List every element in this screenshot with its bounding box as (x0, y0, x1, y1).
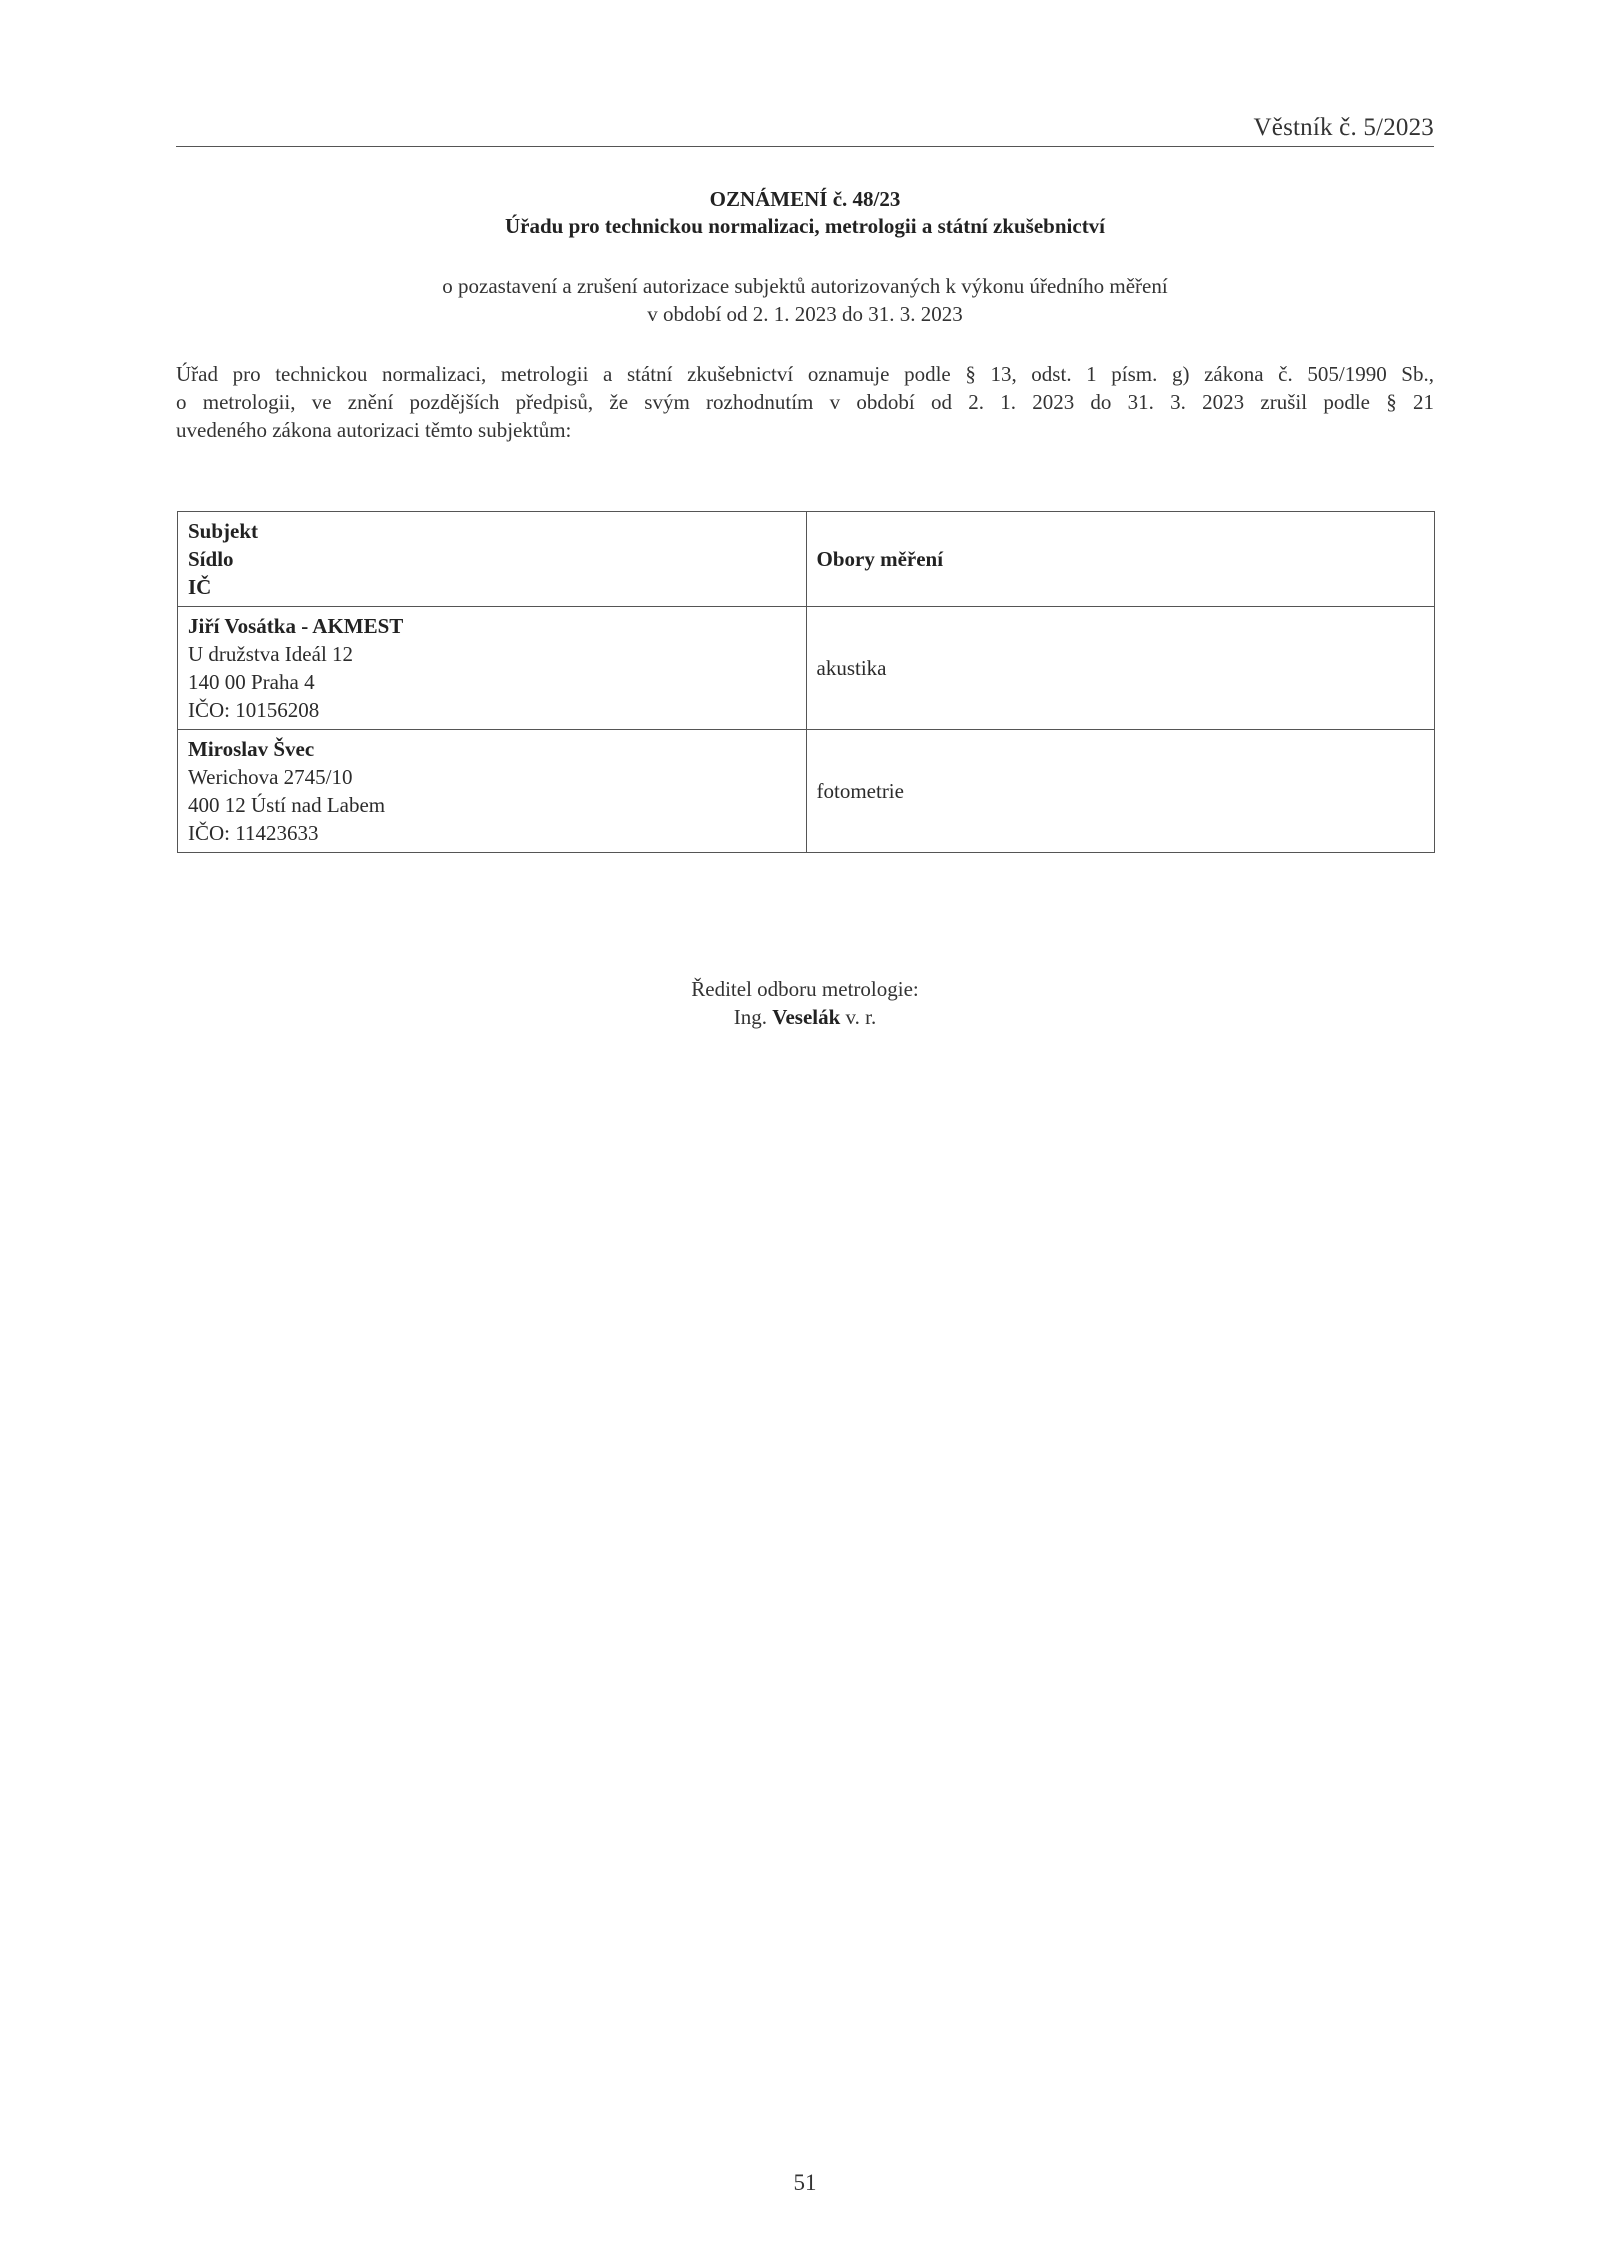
measurement-field: akustika (816, 656, 887, 680)
subject-name: Jiří Vosátka - AKMEST (188, 614, 404, 638)
header-label-seat: Sídlo (188, 547, 234, 571)
journal-header: Věstník č. 5/2023 (1253, 114, 1434, 141)
subjects-table (177, 511, 1435, 853)
signature-title: Ing. (733, 1005, 767, 1029)
table-row (178, 607, 1435, 730)
header-cell-fields (806, 512, 1435, 607)
header-cell-subject (178, 512, 807, 607)
field-cell (806, 607, 1435, 730)
signature-name (176, 1005, 1434, 1030)
subject-ico: IČO: 11423633 (188, 821, 319, 845)
subject-cell (178, 730, 807, 853)
intro-line: uvedeného zákona autorizaci těmto subjektům: (176, 418, 572, 442)
header-divider (176, 146, 1434, 147)
announcement-period: v období od 2. 1. 2023 do 31. 3. 2023 (647, 302, 963, 326)
intro-line: o metrologii, ve znění pozdějších předpisů, že svým rozhodnutím v období od 2. 1. 2023 do 31. 3. 2023 zrušil podle § 21 (176, 390, 1434, 414)
page-number: 51 (793, 2170, 817, 2195)
intro-line: Úřad pro technickou normalizaci, metrologii a státní zkušebnictví oznamuje podle § 13, odst. 1 písm. g) zákona č. 505/1990 Sb., (176, 362, 1434, 386)
subject-city: 400 12 Ústí nad Labem (188, 793, 386, 817)
header-label-ic: IČ (188, 575, 212, 599)
subject-cell (178, 607, 807, 730)
signature-role: Ředitel odboru metrologie: (691, 977, 919, 1001)
subject-ico: IČO: 10156208 (188, 698, 320, 722)
subject-street: U družstva Ideál 12 (188, 642, 354, 666)
table-header-row (178, 512, 1435, 607)
announcement-subject: o pozastavení a zrušení autorizace subjektů autorizovaných k výkonu úředního měření (442, 274, 1168, 298)
signature-suffix: v. r. (845, 1005, 877, 1029)
announcement-issuer: Úřadu pro technickou normalizaci, metrologii a státní zkušebnictví (504, 214, 1106, 238)
measurement-field: fotometrie (816, 779, 904, 803)
table-row (178, 730, 1435, 853)
intro-paragraph (176, 360, 1434, 444)
field-cell (806, 730, 1435, 853)
header-label-fields: Obory měření (816, 547, 944, 571)
signature-surname: Veselák (772, 1005, 841, 1029)
header-label-subject: Subjekt (188, 519, 259, 543)
announcement-number: OZNÁMENÍ č. 48/23 (709, 187, 901, 211)
subject-name: Miroslav Švec (188, 737, 315, 761)
subject-city: 140 00 Praha 4 (188, 670, 315, 694)
subject-street: Werichova 2745/10 (188, 765, 353, 789)
